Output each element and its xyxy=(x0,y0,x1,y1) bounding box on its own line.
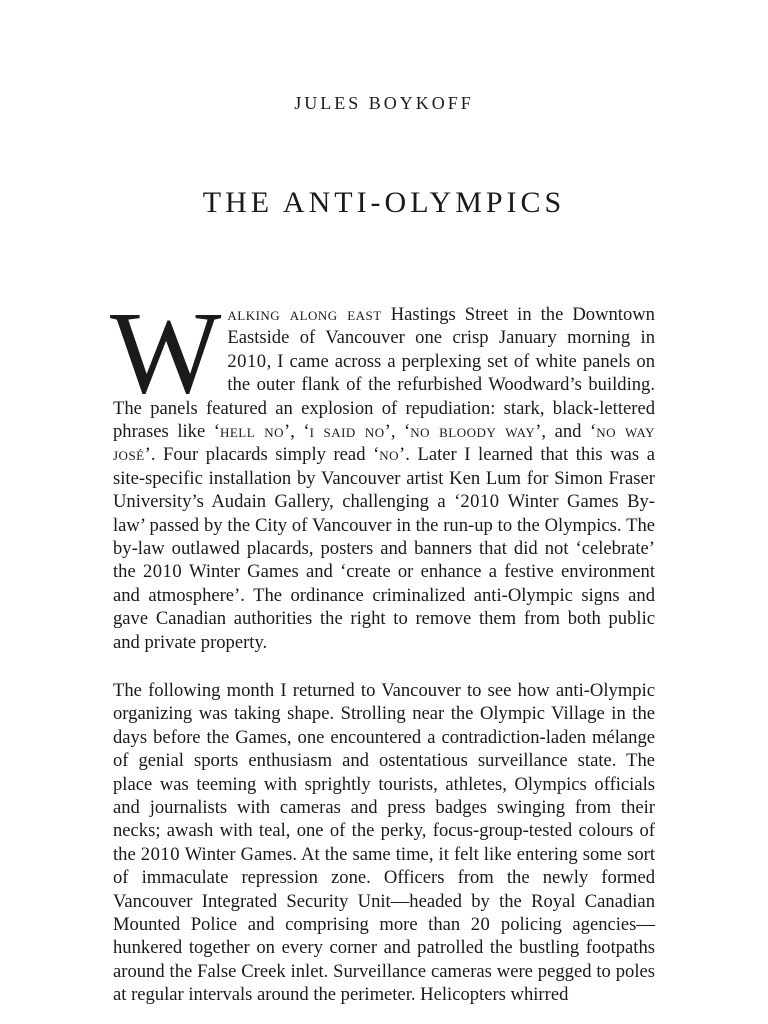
placard-phrase: no xyxy=(379,444,400,466)
placard-phrase: no bloody way xyxy=(410,421,536,443)
drop-cap: W xyxy=(110,287,222,418)
text-run: The following month I returned to Vancouver to see how anti-Olympic organizing was taking shape. Strolling near the Olympic Village in the days before the Games, one encountered a contradiction-laden mélange of genial sports enthusiasm and ostentatious surveillance state. The place was teeming with sprightly tourists, athletes, Olympics officials and journalists with cameras and press badges swinging from their necks; awash with teal, one of the perky, focus-group-tested colours of the xyxy=(113,680,655,865)
text-run: ’, ‘ xyxy=(384,421,411,443)
text-run: Winter Games and ‘create or enhance a festive environment and atmosphere’. The ordinance criminalized anti-Olympic signs and gave Canadian authorities the right to remove them from both public and private property. xyxy=(113,561,655,653)
text-run: , I came across a perplexing set of white panels on the outer flank of the refurbished Woodward’s building. The panels featured an explosion of repudiation: stark, black-lettered phrases like ‘ xyxy=(113,350,655,443)
text-run: ’, ‘ xyxy=(284,421,310,443)
year-figure: 2010 xyxy=(227,350,267,372)
text-run: ’. Four placards simply read ‘ xyxy=(144,444,380,466)
paragraph-2 xyxy=(113,679,655,1007)
text-run: Winter Games By-law’ passed by the City of Vancouver in the run-up to the Olympics. The by-law outlawed placards, posters and banners that did not ‘celebrate’ the xyxy=(113,491,656,583)
year-figure: 2010 xyxy=(140,843,180,865)
text-run: ’. Later I learned that this was a site-specific installation by Vancouver artist Ken Lum for Simon Fraser University’s Audain Gallery, challenging a ‘ xyxy=(113,444,655,513)
placard-phrase: i said no xyxy=(309,421,385,443)
text-run: Hastings Street in the Downtown Eastside of Vancouver one crisp January morning in xyxy=(227,304,655,349)
placard-phrase: hell no xyxy=(219,421,284,443)
author-name: JULES BOYKOFF xyxy=(294,93,474,113)
number-figure: 20 xyxy=(470,914,491,936)
year-figure: 2010 xyxy=(460,491,500,513)
chapter-title: THE ANTI-OLYMPICS xyxy=(202,186,566,219)
paragraph-1 xyxy=(110,287,656,654)
text-run: ’, and ‘ xyxy=(535,421,597,443)
opening-small-caps: alking along east xyxy=(227,304,382,325)
text-run: Winter Games. At the same time, it felt like entering some sort of immaculate repression zone. Officers from the newly formed Vancouver Integrated Security Unit—headed by the Royal Canadian Mounted Police and comprising more than xyxy=(113,843,655,936)
year-figure: 2010 xyxy=(142,561,183,583)
text-run: policing agencies—hunkered together on every corner and patrolled the bustling footpaths around the False Creek inlet. Surveillance cameras were pegged to poles at regular intervals around the perimeter. Helicopters whirred xyxy=(113,914,655,1006)
placard-phrase: no way josé xyxy=(113,421,655,466)
